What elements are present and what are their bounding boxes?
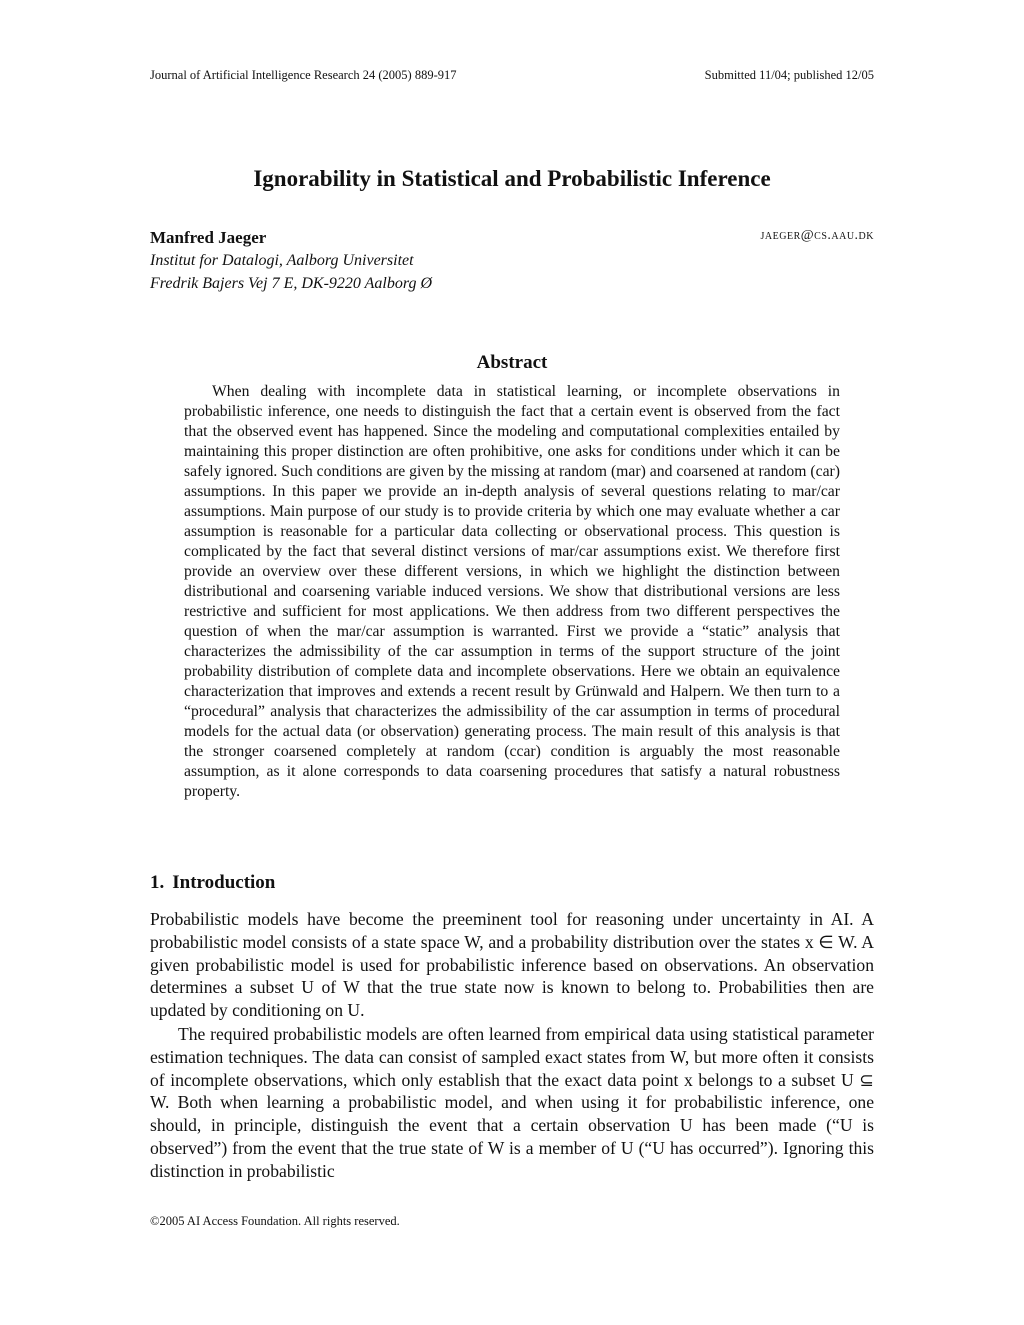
abstract-text: When dealing with incomplete data in statistical learning, or incomplete observations in probabilistic inference, one needs to distinguish the fact that a certain event is observed from the fact that the observed event has happened. Since the modeling and computational complexities entailed by maintaining this proper distinction are often prohibitive, one asks for conditions under which it can be safely ignored. Such conditions are given by the missing at random (mar) and coarsened at random (car) assumptions. In this paper we provide an in-depth analysis of several questions relating to mar/car assumptions. Main purpose of our study is to provide criteria by which one may evaluate whether a car assumption is reasonable for a particular data collecting or observational process. This question is complicated by the fact that several distinct versions of mar/car assumptions exist. We therefore first provide an overview over these different versions, in which we highlight the distinction between distributional and coarsening variable induced versions. We show that distributional versions are less restrictive and sufficient for most applications. We then address from two different perspectives the question of when the mar/car assumption is warranted. First we provide a “static” analysis that characterizes the admissibility of the car assumption in terms of the support structure of the joint probability distribution of complete data and incomplete observations. Here we obtain an equivalence characterization that improves and extends a recent result by Grünwald and Halpern. We then turn to a “procedural” analysis that characterizes the admissibility of the car assumption in terms of procedural models for the actual data (or observation) generating process. The main result of this analysis is that the stronger coarsened completely at random (ccar) condition is arguably the most reasonable assumption, as it alone corresponds to data coarsening procedures that satisfy a natural robustness property.: [184, 383, 840, 800]
author-name: Manfred Jaeger: [150, 228, 267, 247]
affiliation-line-1: Institut for Datalogi, Aalborg Universitet: [150, 252, 414, 269]
section-heading: [150, 872, 275, 894]
submission-dates: Submitted 11/04; published 12/05: [704, 68, 874, 82]
section-number: 1.: [150, 872, 165, 893]
body-paragraph-1: Probabilistic models have become the preeminent tool for reasoning under uncertainty in AI. A probabilistic model consists of a state space W, and a probability distribution over the states x ∈ W. A given probabilistic model is used for probabilistic inference based on observations. An observation determines a subset U of W that the true state now is known to belong to. Probabilities then are updated by conditioning on U.: [150, 909, 874, 1021]
copyright-footer: ©2005 AI Access Foundation. All rights reserved.: [150, 1214, 400, 1228]
section-title: Introduction: [172, 872, 276, 893]
affiliation-line-2: Fredrik Bajers Vej 7 E, DK-9220 Aalborg Ø: [150, 275, 433, 292]
body-paragraph-2: The required probabilistic models are often learned from empirical data using statistical parameter estimation techniques. The data can consist of sampled exact states from W, but more often it consists of incomplete observations, which only establish that the exact data point x belongs to a subset U ⊆ W. Both when learning a probabilistic model, and when using it for probabilistic inference, one should, in principle, distinguish the event that a certain observation U has been made (“U is observed”) from the event that the true state of W is a member of U (“U has occurred”). Ignoring this distinction in probabilistic: [150, 1024, 874, 1181]
author-email: jaeger@cs.aau.dk: [760, 228, 874, 243]
author-block: [150, 227, 874, 295]
journal-citation: Journal of Artificial Intelligence Research 24 (2005) 889-917: [150, 68, 457, 82]
abstract-heading: Abstract: [476, 352, 548, 373]
paper-title: Ignorability in Statistical and Probabilistic Inference: [253, 166, 771, 191]
